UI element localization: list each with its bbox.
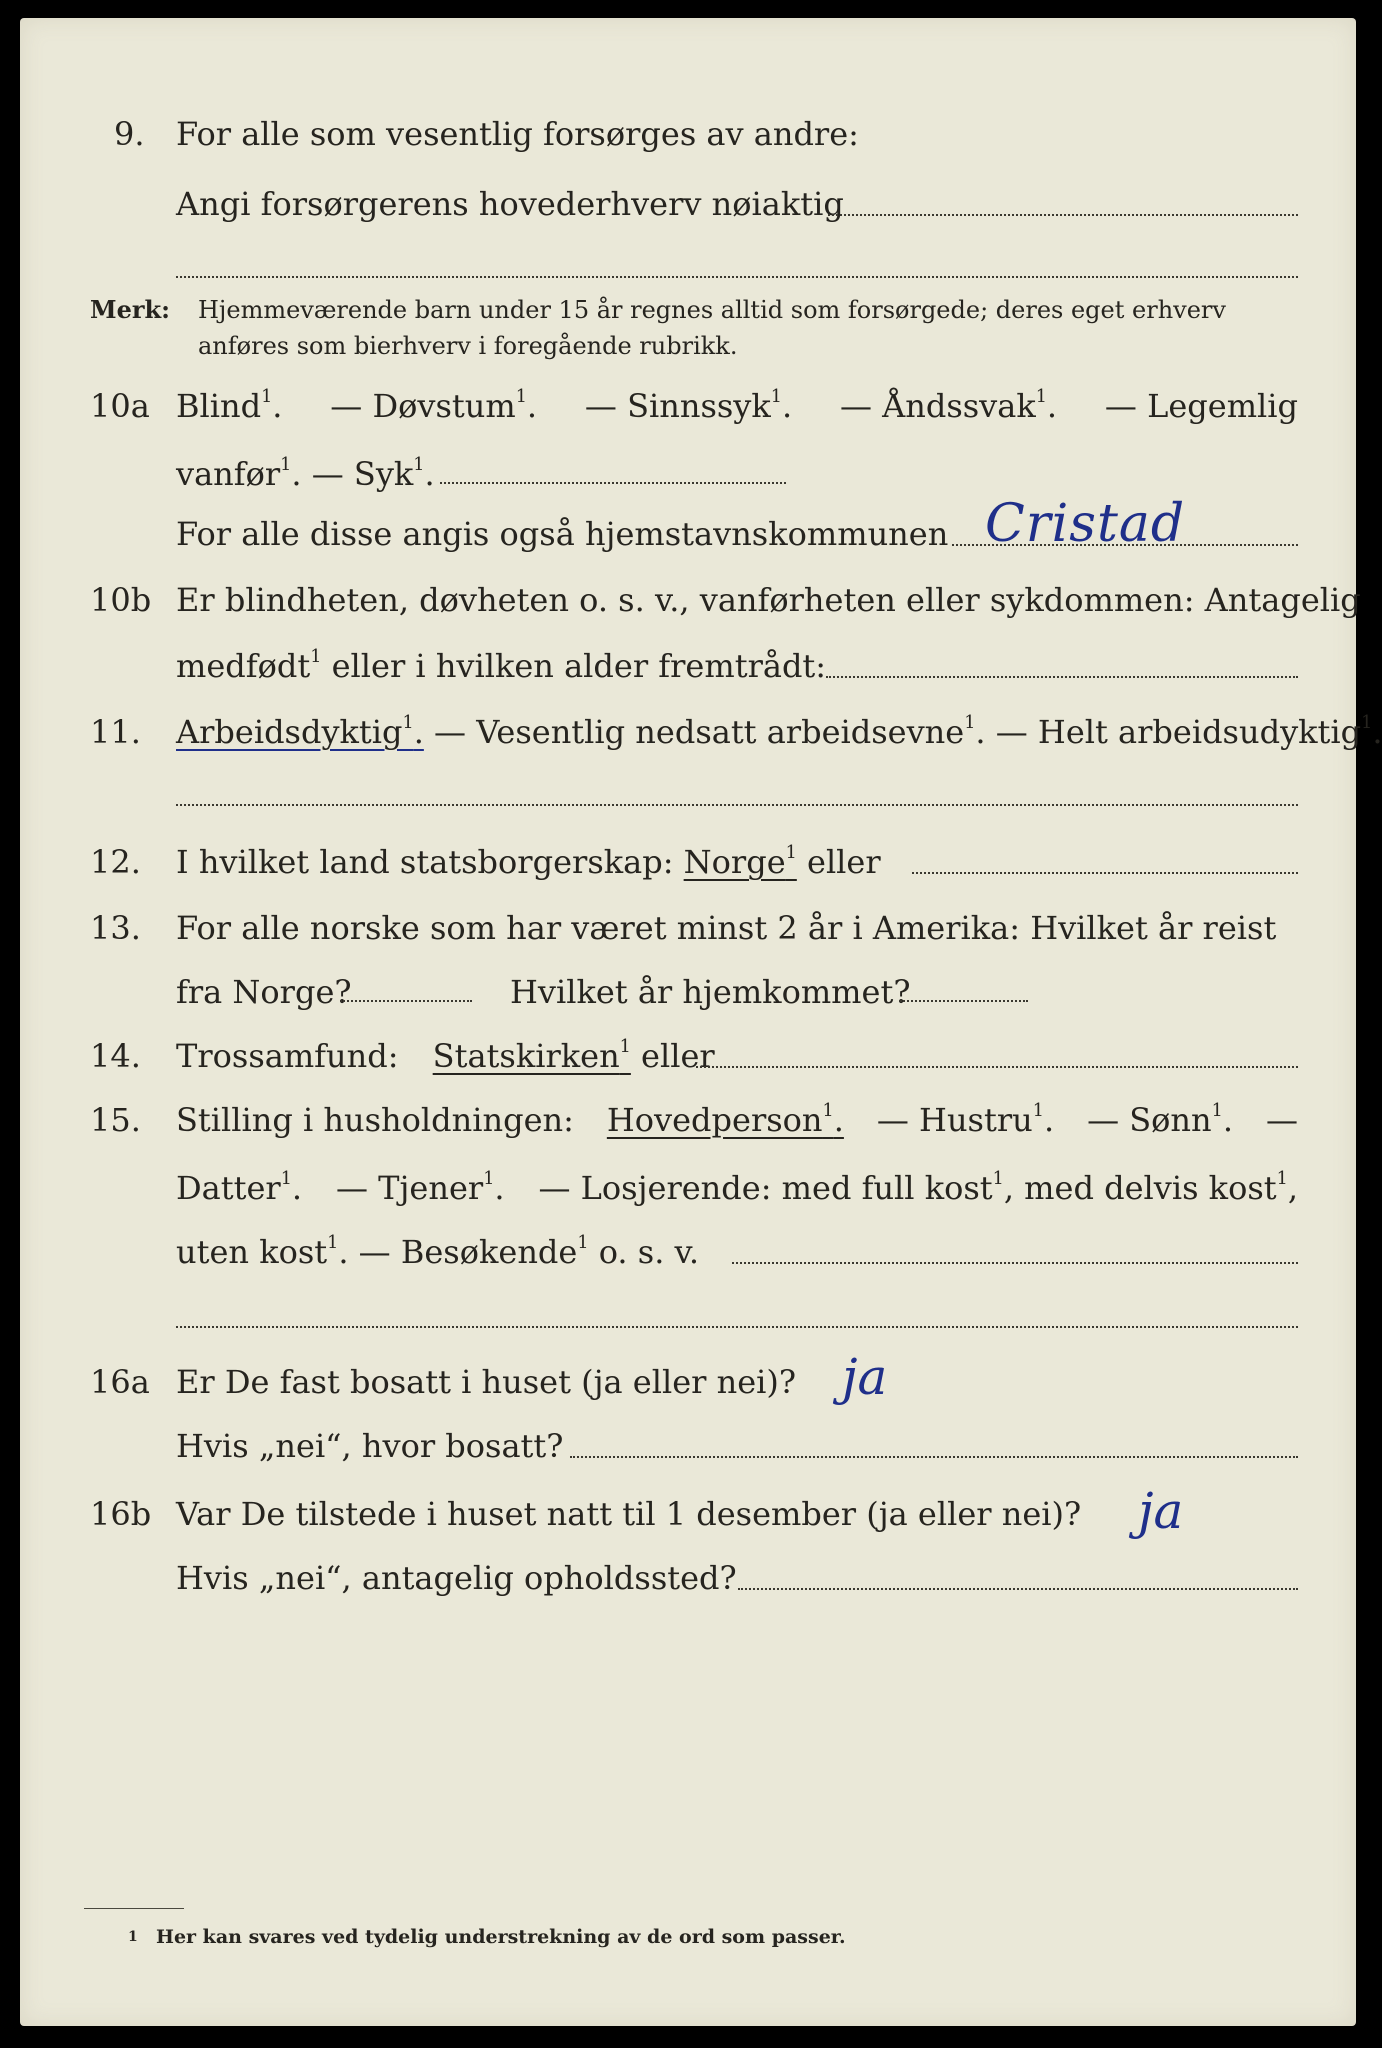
q10a-syk-line[interactable] bbox=[440, 482, 786, 484]
q13-line1: For alle norske som har været minst 2 år i Amerika: Hvilket år reist bbox=[176, 909, 1277, 947]
q15-line3: uten kost$^1$. — Besøkende$^1$ o. s. v. bbox=[176, 1233, 699, 1271]
option-norge[interactable]: Norge$^1$ bbox=[683, 843, 797, 881]
q16b-line1: Var De tilstede i huset natt til 1 desember (ja eller nei)? bbox=[176, 1495, 1082, 1533]
option-sonn[interactable]: — Sønn$^1$. bbox=[1087, 1101, 1234, 1139]
q11-line1 bbox=[176, 713, 1382, 751]
option-tjener[interactable]: — Tjener$^1$. bbox=[335, 1169, 505, 1207]
q10b-number: 10b bbox=[90, 581, 152, 619]
q13-hjemkommet-line[interactable] bbox=[900, 1000, 1028, 1002]
q10a-handwritten-kommune: Cristad bbox=[985, 494, 1186, 554]
option-sinnssyk[interactable]: — Sinnssyk$^1$. bbox=[584, 387, 793, 425]
q10b-alder-line[interactable] bbox=[826, 676, 1298, 678]
q16a-line1: Er De fast bosatt i huset (ja eller nei)? bbox=[176, 1363, 797, 1401]
q10a-number: 10a bbox=[90, 387, 150, 425]
q14-number: 14. bbox=[90, 1037, 141, 1075]
q15-number: 15. bbox=[90, 1101, 141, 1139]
q13-number: 13. bbox=[90, 909, 141, 947]
q10a-line1 bbox=[176, 387, 1298, 425]
option-medfodt[interactable]: medfødt$^1$ bbox=[176, 647, 322, 685]
q9-line1: For alle som vesentlig forsørges av andre: bbox=[176, 115, 859, 153]
q12-number: 12. bbox=[90, 843, 141, 881]
option-blind[interactable]: Blind$^1$. bbox=[176, 387, 283, 425]
q9-answer-line-2[interactable] bbox=[176, 276, 1298, 278]
q16a-number: 16a bbox=[90, 1363, 150, 1401]
option-hustru[interactable]: — Hustru$^1$. bbox=[876, 1101, 1055, 1139]
option-hovedperson[interactable]: Hovedperson$^1$. bbox=[606, 1101, 844, 1139]
q16a-line2: Hvis „nei“, hvor bosatt? bbox=[176, 1427, 564, 1465]
option-vanfor[interactable]: vanfør$^1$. bbox=[176, 455, 302, 493]
option-helt-udyktig[interactable]: — Helt arbeidsudyktig$^1$. bbox=[995, 713, 1382, 751]
option-arbeidsdyktig-selected[interactable]: Arbeidsdyktig$^1$. bbox=[176, 713, 424, 751]
q13-reist-line[interactable] bbox=[340, 1000, 472, 1002]
option-legemlig[interactable]: — Legemlig bbox=[1104, 387, 1298, 425]
footnote-text: Her kan svares ved tydelig understrekning av de ord som passer. bbox=[156, 1926, 846, 1948]
q10a-line2 bbox=[176, 455, 435, 493]
option-dovstum[interactable]: — Døvstum$^1$. bbox=[330, 387, 538, 425]
q12-line: I hvilket land statsborgerskap: Norge$^1$ eller bbox=[176, 843, 881, 881]
q13-line2b: Hvilket år hjemkommet? bbox=[510, 973, 911, 1011]
q15-line1: Stilling i husholdningen: Hovedperson$^1$. — Hustru$^1$. — Sønn$^1$. — bbox=[176, 1101, 1298, 1139]
q16b-handwritten-answer: ja bbox=[1138, 1482, 1184, 1540]
q16a-handwritten-answer: ja bbox=[842, 1348, 888, 1406]
q16b-opholdssted-line[interactable] bbox=[738, 1588, 1298, 1590]
q13-line2a: fra Norge? bbox=[176, 973, 352, 1011]
option-andssvak[interactable]: — Åndssvak$^1$. bbox=[839, 387, 1058, 425]
option-besokende[interactable]: — Besøkende$^1$ bbox=[358, 1233, 589, 1271]
merk-label: Merk: bbox=[90, 295, 170, 324]
option-uten-kost[interactable]: uten kost$^1$. bbox=[176, 1233, 349, 1271]
q9-answer-line[interactable] bbox=[828, 214, 1298, 216]
q16b-line2: Hvis „nei“, antagelig opholdssted? bbox=[176, 1559, 737, 1597]
q9-number: 9. bbox=[114, 115, 145, 153]
q16b-number: 16b bbox=[90, 1495, 152, 1533]
q15-answer-line-2[interactable] bbox=[176, 1326, 1298, 1328]
option-statskirken[interactable]: Statskirken$^1$ bbox=[432, 1037, 631, 1075]
option-losjerende[interactable]: — Losjerende: med full kost$^1$, med delvis kost$^1$, bbox=[538, 1169, 1298, 1207]
q9-line2: Angi forsørgerens hovederhverv nøiaktig bbox=[176, 185, 844, 223]
option-syk[interactable]: — Syk$^1$. bbox=[311, 455, 435, 493]
q16a-bosatt-line[interactable] bbox=[570, 1456, 1298, 1458]
q15-line2 bbox=[176, 1169, 1298, 1207]
footnote-mark: 1 bbox=[128, 1929, 138, 1945]
q10b-line2: medfødt$^1$ eller i hvilken alder fremtrådt: bbox=[176, 647, 827, 685]
q11-number: 11. bbox=[90, 713, 141, 751]
option-datter[interactable]: Datter$^1$. bbox=[176, 1169, 303, 1207]
q10b-line1: Er blindheten, døvheten o. s. v., vanførheten eller sykdommen: Antagelig bbox=[176, 581, 1361, 619]
footnote-rule bbox=[84, 1908, 184, 1909]
q14-line: Trossamfund: Statskirken$^1$ eller bbox=[176, 1037, 715, 1075]
q10a-line3: For alle disse angis også hjemstavnskommunen bbox=[176, 515, 949, 553]
q12-answer-line[interactable] bbox=[912, 872, 1298, 874]
q15-answer-line[interactable] bbox=[732, 1262, 1298, 1264]
q11-answer-line[interactable] bbox=[176, 804, 1298, 806]
option-vesentlig-nedsatt[interactable]: — Vesentlig nedsatt arbeidsevne$^1$. bbox=[434, 713, 986, 751]
merk-line1: Hjemmeværende barn under 15 år regnes alltid som forsørgede; deres eget erhverv bbox=[198, 296, 1226, 324]
q14-answer-line[interactable] bbox=[696, 1066, 1298, 1068]
merk-line2: anføres som bierhverv i foregående rubrikk. bbox=[198, 332, 738, 360]
